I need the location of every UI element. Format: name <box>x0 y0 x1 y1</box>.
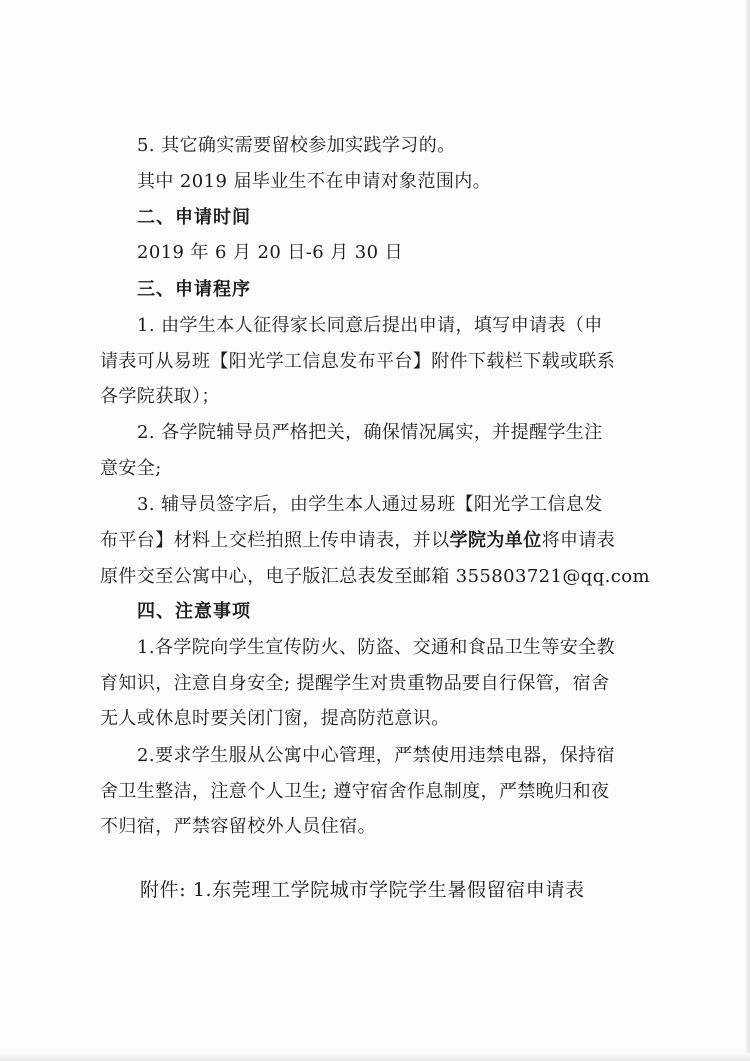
note-2-line-3: 不归宿，严禁容留校外人员住宿。 <box>100 816 376 837</box>
note-2-line-2: 舍卫生整洁，注意个人卫生; 遵守宿舍作息制度，严禁晚归和夜 <box>100 781 610 802</box>
procedure-step-1-line-2: 请表可从易班【阳光学工信息发布平台】附件下载栏下载或联系 <box>100 351 616 372</box>
procedure-step-3-line-3: 原件交至公寓中心，电子版汇总表发至邮箱 355803721@qq.com <box>100 566 650 587</box>
procedure-step-3-line-2-tail: 将申请表 <box>541 530 616 551</box>
note-1-line-2: 育知识，注意自身安全; 提醒学生对贵重物品要自行保管，宿舍 <box>100 673 610 694</box>
page-edge-right <box>746 0 750 1061</box>
note-1-line-1: 1.各学院向学生宣传防火、防盗、交通和食品卫生等安全教 <box>137 637 615 658</box>
attachment-line: 附件: 1.东莞理工学院城市学院学生暑假留宿申请表 <box>140 879 585 901</box>
procedure-step-2-line-2: 意安全; <box>100 458 162 479</box>
exclusion-note: 其中 2019 届毕业生不在申请对象范围内。 <box>137 171 492 192</box>
section-heading-application-time: 二、申请时间 <box>137 207 251 228</box>
procedure-step-1-line-1: 1. 由学生本人征得家长同意后提出申请，填写申请表（申 <box>137 315 603 336</box>
application-date-range: 2019 年 6 月 20 日-6 月 30 日 <box>137 242 403 263</box>
section-heading-notes: 四、注意事项 <box>137 601 251 622</box>
procedure-step-3-line-1: 3. 辅导员签字后，由学生本人通过易班【阳光学工信息发 <box>137 494 603 515</box>
procedure-step-3-line-2 <box>100 528 615 554</box>
procedure-step-3-line-2-text: 布平台】材料上交栏拍照上传申请表，并以 <box>100 530 450 551</box>
section-heading-application-procedure: 三、申请程序 <box>137 279 251 300</box>
page-edge-bottom <box>0 1053 750 1061</box>
item-5: 5. 其它确实需要留校参加实践学习的。 <box>137 135 456 156</box>
note-1-line-3: 无人或休息时要关闭门窗，提高防范意识。 <box>100 708 450 729</box>
note-2-line-1: 2.要求学生服从公寓中心管理，严禁使用违禁电器，保持宿 <box>137 745 615 766</box>
emphasis-college-as-unit: 学院为单位 <box>449 530 542 551</box>
procedure-step-2-line-1: 2. 各学院辅导员严格把关，确保情况属实，并提醒学生注 <box>137 422 603 443</box>
procedure-step-1-line-3: 各学院获取）； <box>100 386 220 407</box>
